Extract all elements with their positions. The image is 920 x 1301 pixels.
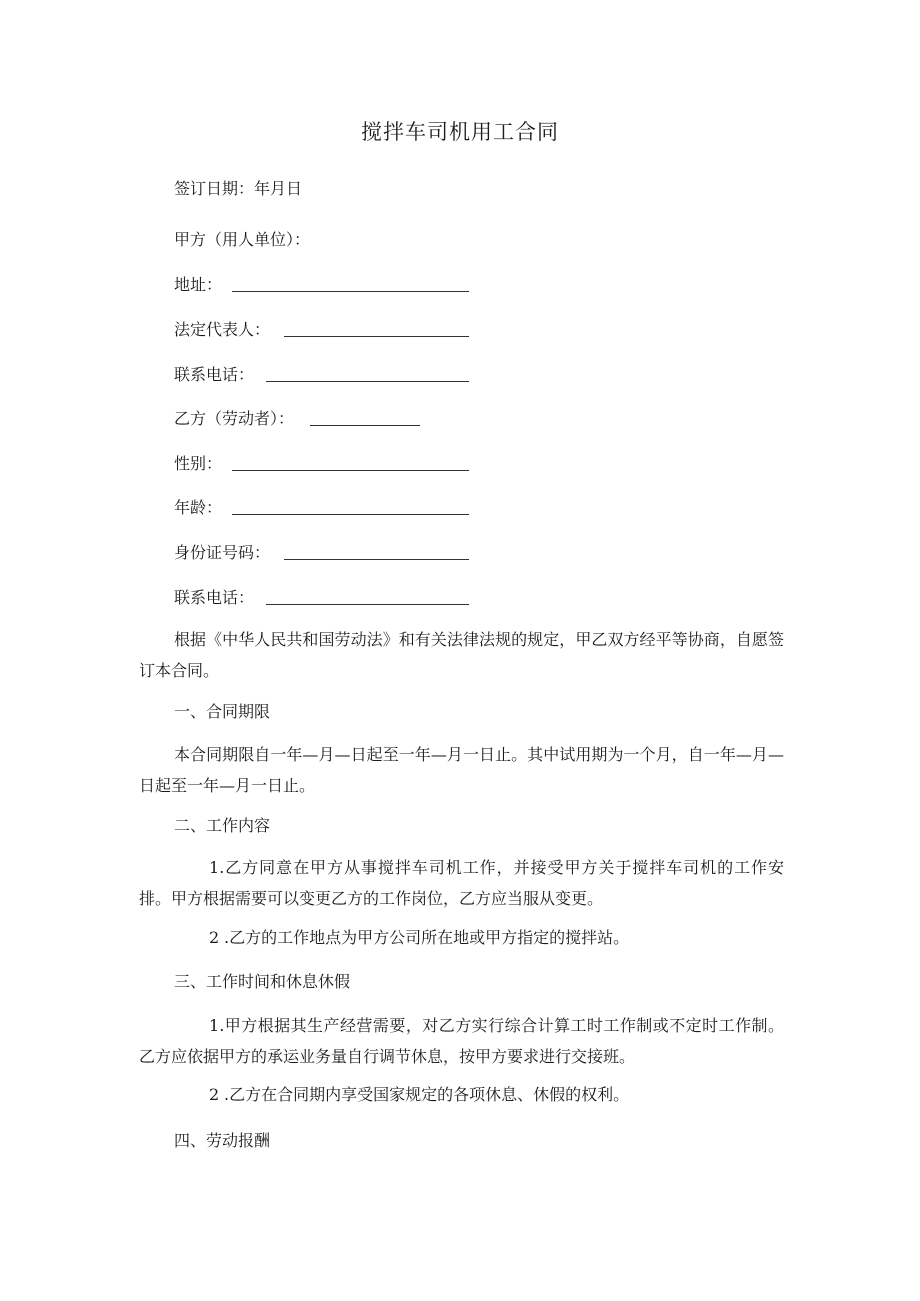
phone-b-blank-line[interactable] xyxy=(266,604,469,605)
party-a-label: 甲方（用人单位）： xyxy=(174,230,311,249)
party-b-label: 乙方（劳动者）： xyxy=(174,409,295,428)
section-3-title: 三、工作时间和休息休假 xyxy=(174,972,351,991)
address-label: 地址： xyxy=(174,275,223,294)
item-text: .甲方根据其生产经营需要，对乙方实行综合计算工时工作制或不定时工作制。乙方应依据甲方的承运业务量自行调节休息，按甲方要求进行交接班。 xyxy=(139,1016,784,1066)
intro-paragraph: 根据《中华人民共和国劳动法》和有关法律法规的规定，甲乙双方经平等协商，自愿签订本合同。 xyxy=(139,630,784,680)
phone-a-label: 联系电话： xyxy=(174,365,255,384)
item-text: .乙方的工作地点为甲方公司所在地或甲方指定的搅拌站。 xyxy=(224,928,630,947)
section-3-item-2 xyxy=(139,1079,784,1110)
item-number: 2 xyxy=(209,1085,220,1104)
age-blank-line[interactable] xyxy=(232,514,469,515)
item-number: 1 xyxy=(209,858,220,877)
item-text: .乙方在合同期内享受国家规定的各项休息、休假的权利。 xyxy=(224,1085,630,1104)
id-number-label: 身份证号码： xyxy=(174,543,271,562)
age-label: 年龄： xyxy=(174,498,223,517)
section-2-item-2 xyxy=(139,922,784,953)
sign-date-label: 签订日期：年月日 xyxy=(174,179,303,198)
phone-b-label: 联系电话： xyxy=(174,588,255,607)
document-title: 搅拌车司机用工合同 xyxy=(361,120,559,144)
section-1-text: 本合同期限自一年—月—日起至一年—月一日止。其中试用期为一个月，自一年—月—日起至一年—月一日止。 xyxy=(139,745,784,795)
legal-rep-label: 法定代表人： xyxy=(174,320,271,339)
phone-a-blank-line[interactable] xyxy=(266,381,469,382)
section-1-title: 一、合同期限 xyxy=(174,702,271,721)
id-number-blank-line[interactable] xyxy=(284,559,469,560)
item-number: 1 xyxy=(209,1016,220,1035)
gender-blank-line[interactable] xyxy=(232,470,469,471)
section-3-item-1 xyxy=(139,1010,784,1072)
gender-label: 性别： xyxy=(174,454,223,473)
party-b-blank-line[interactable] xyxy=(310,425,420,426)
section-2-title: 二、工作内容 xyxy=(174,816,271,835)
section-4-title: 四、劳动报酬 xyxy=(174,1131,271,1150)
legal-rep-blank-line[interactable] xyxy=(284,336,469,337)
item-text: .乙方同意在甲方从事搅拌车司机工作，并接受甲方关于搅拌车司机的工作安排。甲方根据需要可以变更乙方的工作岗位，乙方应当服从变更。 xyxy=(139,858,784,908)
section-2-item-1 xyxy=(139,852,784,914)
item-number: 2 xyxy=(209,928,220,947)
address-blank-line[interactable] xyxy=(232,291,469,292)
